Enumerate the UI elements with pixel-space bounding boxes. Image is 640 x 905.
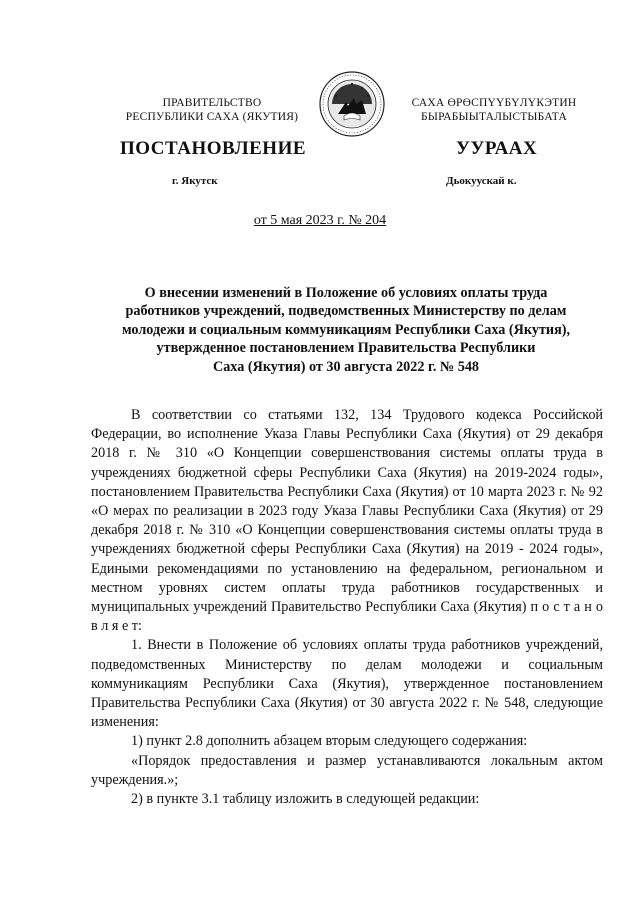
header-right-block	[388, 96, 600, 124]
doc-type-sakha: УУРААХ	[456, 138, 538, 159]
coat-of-arms-icon	[318, 70, 386, 138]
date-and-number: от 5 мая 2023 г. № 204	[253, 213, 387, 228]
org-name-ru-line1: ПРАВИТЕЛЬСТВО	[162, 97, 262, 109]
header-left-block	[112, 96, 312, 124]
org-name-ru-line2: РЕСПУБЛИКИ САХА (ЯКУТИЯ)	[125, 111, 299, 123]
title-line: работников учреждений, подведомственных Министерству по делам	[125, 303, 567, 320]
title-line: Саха (Якутия) от 30 августа 2022 г. № 548	[212, 358, 480, 375]
org-name-sakha-line1: САХА ӨРӨСПҮҮБҮЛҮКЭТИН	[411, 97, 577, 109]
org-name-sakha-line2: БЫРАБЫЫТАЛЫСТЫБАТА	[421, 111, 567, 123]
doc-type-ru: ПОСТАНОВЛЕНИЕ	[120, 138, 307, 159]
title-line: молодежи и социальным коммуникациям Республики Саха (Якутия),	[121, 321, 571, 338]
paragraph-subitem-2: 2) в пункте 3.1 таблицу изложить в следующей редакции:	[131, 791, 480, 808]
city-sakha: Дьокуускай к.	[446, 175, 517, 187]
title-line: утвержденное постановлением Правительства Республики	[156, 340, 536, 357]
document-body	[91, 406, 603, 809]
paragraph-preamble: В соответствии со статьями 132, 134 Трудового кодекса Российской Федерации, во исполнение Указа Главы Республики Саха (Якутия) от 29 декабря 2018 г. № 310 «О Концепции совершенствования системы оплаты труда в учреждениях бюджетной сферы Республики Саха (Якутия) на 2019-2024 годы», постановлением Правительства Республики Саха (Якутия) от 10 марта 2023 г. № 92 «О мерах по реализации в 2023 году Указа Главы Республики Саха (Якутия) от 29 декабря 2018 г. № 310 «О Концепции совершенствования системы оплаты труда в учреждениях бюджетной сферы Республики Саха (Якутия) на 2019 - 2024 годы», Едиными рекомендациями по установлению на федеральном, региональном и местном уровнях систем оплаты труда работников государственных и муниципальных учреждений Правительство Республики Саха (Якутия) п о с т а н о в л я е т:	[91, 407, 603, 635]
document-title	[96, 284, 596, 376]
paragraph-quote: «Порядок предоставления и размер устанавливаются локальным актом учреждения.»;	[91, 752, 603, 788]
paragraph-subitem-1: 1) пункт 2.8 дополнить абзацем вторым следующего содержания:	[131, 733, 528, 750]
paragraph-item-1: 1. Внести в Положение об условиях оплаты труда работников учреждений, подведомственных Министерству по делам молодежи и социальным коммуникациям Республики Саха (Якутия), утвержденное постановлением Правительства Республики Саха (Якутия) от 30 августа 2022 г. № 548, следующие изменения:	[91, 637, 603, 731]
title-line: О внесении изменений в Положение об условиях оплаты труда	[144, 285, 548, 301]
city-ru: г. Якутск	[172, 175, 218, 187]
